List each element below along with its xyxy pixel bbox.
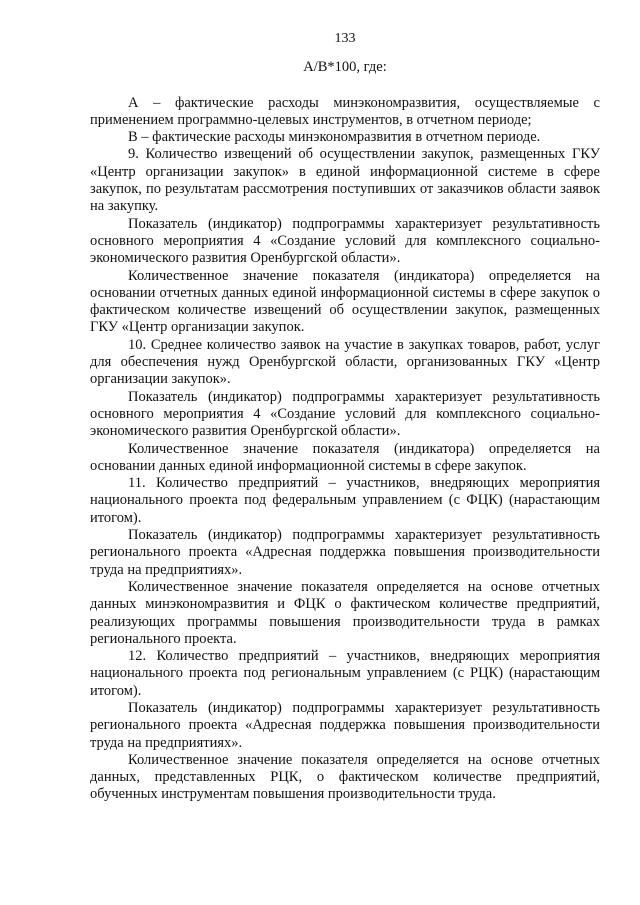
formula-line: А/В*100, где: <box>303 59 387 76</box>
paragraph-indicator-12-method: Количественное значение показателя определяется на основе отчетных данных, представленных РЦК, о фактическом количестве предприятий, обученных инструментам повышения производительности труда. <box>90 751 600 803</box>
paragraph-indicator-9: 9. Количество извещений об осуществлении закупок, размещенных ГКУ «Центр организации закупок» в единой информационной системе в сфере закупок, по результатам рассмотрения поступивших от заказчиков области заявок на закупку. <box>90 146 600 215</box>
paragraph-definition-b: В – фактические расходы минэкономразвития в отчетном периоде. <box>128 129 541 146</box>
page-number: 133 <box>334 31 356 46</box>
paragraph-indicator-10: 10. Среднее количество заявок на участие в закупках товаров, работ, услуг для обеспечения нужд Оренбургской области, организованных ГКУ «Центр организации закупок». <box>90 336 600 388</box>
paragraph-indicator-9-description: Показатель (индикатор) подпрограммы характеризует результативность основного мероприятия 4 «Создание условий для комплексного социально-экономического развития Оренбургской области». <box>90 215 600 267</box>
paragraph-indicator-11-description: Показатель (индикатор) подпрограммы характеризует результативность регионального проекта «Адресная поддержка повышения производительности труда на предприятиях». <box>90 527 600 578</box>
paragraph-indicator-9-method: Количественное значение показателя (индикатора) определяется на основании отчетных данных единой информационной системы в сфере закупок о фактическом количестве извещений об осуществлении закупок, размещенных ГКУ «Центр организации закупок. <box>90 267 600 336</box>
paragraph-indicator-12-description: Показатель (индикатор) подпрограммы характеризует результативность регионального проекта «Адресная поддержка повышения производительности труда на предприятиях». <box>90 699 600 751</box>
paragraph-indicator-11-method: Количественное значение показателя определяется на основе отчетных данных минэкономразвития и ФЦК о фактическом количестве предприятий, реализующих программы повышения производительности труда в рамках регионального проекта. <box>90 578 600 647</box>
paragraph-indicator-11: 11. Количество предприятий – участников, внедряющих мероприятия национального проекта под федеральным управлением (с ФЦК) (нарастающим итогом). <box>90 475 600 526</box>
paragraph-indicator-10-description: Показатель (индикатор) подпрограммы характеризует результативность основного мероприятия 4 «Создание условий для комплексного социально-экономического развития Оренбургской области». <box>90 388 600 440</box>
paragraph-indicator-12: 12. Количество предприятий – участников, внедряющих мероприятия национального проекта под региональным управлением (с РЦК) (нарастающим итогом). <box>90 648 600 699</box>
paragraph-indicator-10-method: Количественное значение показателя (индикатора) определяется на основании данных единой информационной системы в сфере закупок. <box>90 440 600 474</box>
paragraph-definition-a: А – фактические расходы минэкономразвития, осуществляемые с применением программно-целевых инструментов, в отчетном периоде; <box>90 94 600 128</box>
